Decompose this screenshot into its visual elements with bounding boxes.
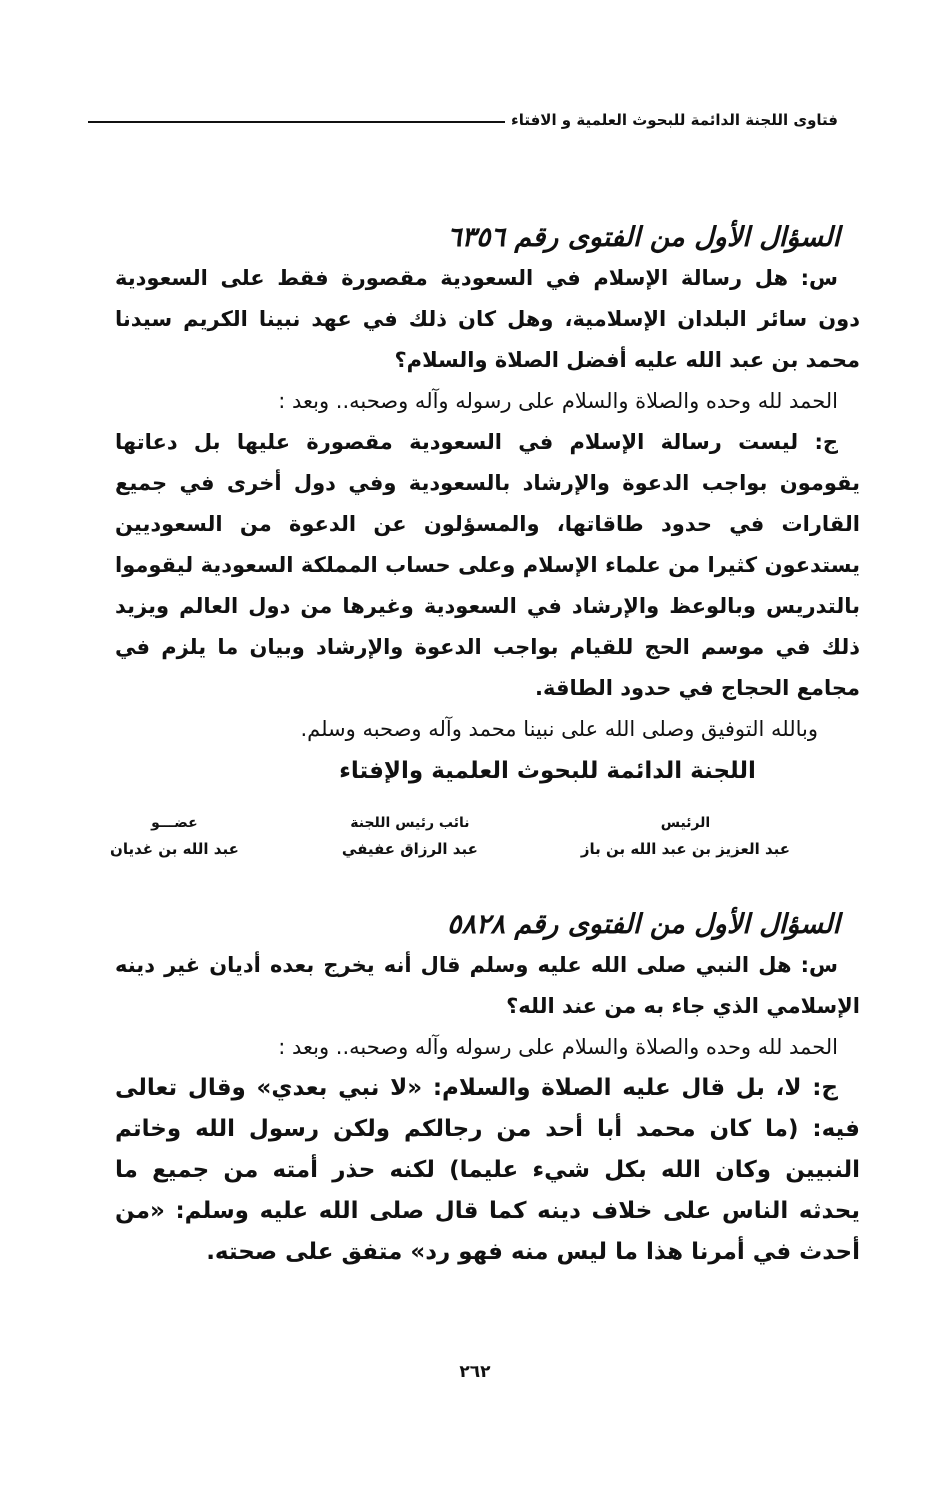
fatwa-6356 <box>115 218 860 792</box>
closing-text: وبالله التوفيق وصلى الله على نبينا محمد وآله وصحبه وسلم. <box>300 717 818 741</box>
praise-text: الحمد لله وحده والصلاة والسلام على رسوله وآله وصحبه.. وبعد : <box>278 1035 838 1059</box>
praise-text: الحمد لله وحده والصلاة والسلام على رسوله وآله وصحبه.. وبعد : <box>278 389 838 413</box>
signature-name: عبد الرزاق عفيفي <box>341 840 478 858</box>
signature-member <box>110 810 239 870</box>
question-text: س: هل النبي صلى الله عليه وسلم قال أنه يخرج بعده أديان غير دينه الإسلامي الذي جاء به من عند الله؟ <box>115 953 860 1018</box>
committee-name: اللجنة الدائمة للبحوث العلمية والإفتاء <box>339 758 756 784</box>
signature-name: عبد العزيز بن عبد الله بن باز <box>580 840 790 858</box>
page-number: ٢٦٢ <box>459 1362 491 1382</box>
running-header <box>88 108 838 132</box>
fatwa-title: السؤال الأول من الفتوى رقم ٥٨٢٨ <box>447 909 840 940</box>
signature-vice-president <box>342 810 478 870</box>
signatures <box>110 810 790 870</box>
signature-role: الرئيس <box>660 815 711 831</box>
header-rule <box>88 121 505 123</box>
signature-name: عبد الله بن غديان <box>110 840 239 858</box>
fatwa-5828 <box>115 905 860 1273</box>
running-header-title: فتاوى اللجنة الدائمة للبحوث العلمية و الافتاء <box>511 111 838 129</box>
signature-president <box>581 810 790 870</box>
question-text: س: هل رسالة الإسلام في السعودية مقصورة فقط على السعودية دون سائر البلدان الإسلامية، وهل كان ذلك في عهد نبينا الكريم سيدنا محمد بن عبد الله عليه أفضل الصلاة والسلام؟ <box>115 266 860 372</box>
signature-role: نائب رئيس اللجنة <box>350 815 470 831</box>
fatwa-title: السؤال الأول من الفتوى رقم ٦٣٥٦ <box>447 222 840 253</box>
answer-text: ج: ليست رسالة الإسلام في السعودية مقصورة عليها بل دعاتها يقومون بواجب الدعوة والإرشاد بالسعودية وفي دول أخرى في جميع القارات في حدود طاقاتها، والمسؤلون عن الدعوة من السعوديين يستدعون كثيرا من علماء الإسلام وعلى حساب المملكة السعودية ليقوموا بالتدريس وبالوعظ والإرشاد في السعودية وغيرها من دول العالم ويزيد ذلك في موسم الحج للقيام بواجب الدعوة والإرشاد وبيان ما يلزم في مجامع الحجاج في حدود الطاقة. <box>115 430 860 700</box>
answer-text: ج: لا، بل قال عليه الصلاة والسلام: «لا نبي بعدي» وقال تعالى فيه: (ما كان محمد أبا أحد من رجالكم ولكن رسول الله وخاتم النبيين وكان الله بكل شيء عليما) لكنه حذر أمته من جميع ما يحدثه الناس على خلاف دينه كما قال صلى الله عليه وسلم: «من أحدث في أمرنا هذا ما ليس منه فهو رد» متفق على صحته. <box>115 1075 860 1265</box>
signature-role: عضـــو <box>151 815 198 831</box>
